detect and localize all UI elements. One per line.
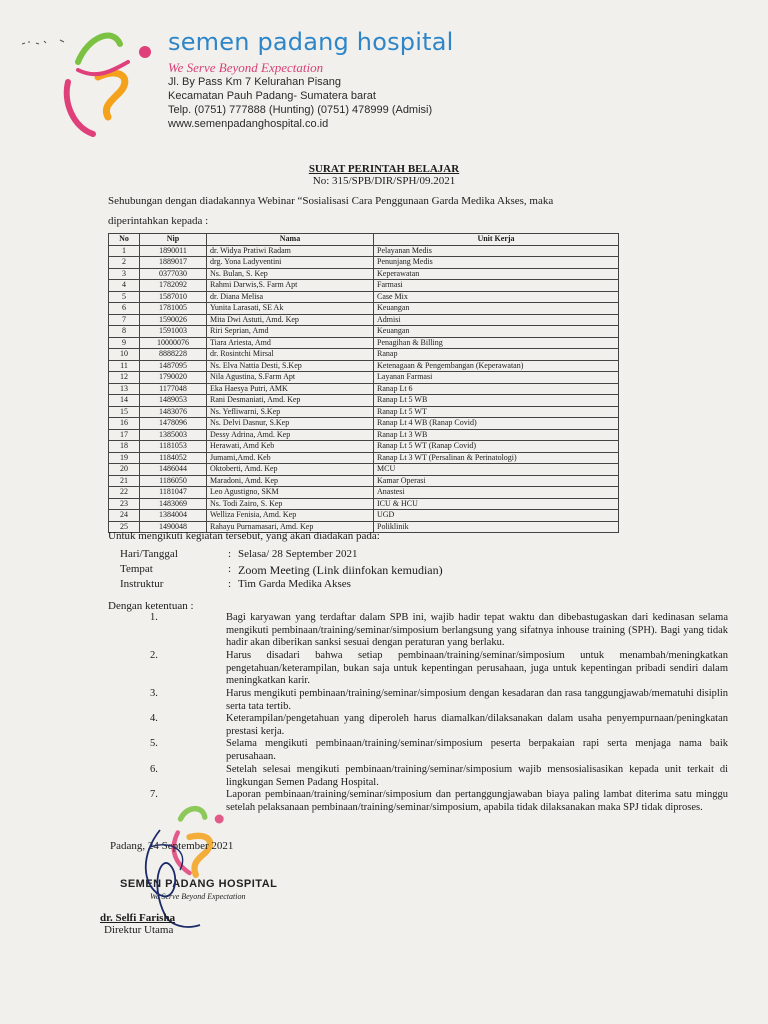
cell-no: 1 <box>109 245 140 257</box>
cell-unit: Anastesi <box>374 487 619 499</box>
provision-text: Harus disadari bahwa setiap pembinaan/training/seminar/simposium untuk menambah/meningkatkan pengetahuan/keterampilan, bukan saja untuk kepentingan perusahaan, juga untuk kepentingan pribadi sendiri dalam meningkatkan karir. <box>226 650 728 686</box>
intro-text: diperintahkan kepada : <box>108 215 209 227</box>
cell-no: 5 <box>109 291 140 303</box>
cell-nip: 1489053 <box>140 395 207 407</box>
cell-unit: MCU <box>374 464 619 476</box>
cell-unit: Ranap <box>374 349 619 361</box>
signer-name: dr. Selfi Farisha <box>100 912 176 924</box>
cell-nama: Rahayu Purnamasari, Amd. Kep <box>207 521 374 533</box>
table-row <box>109 360 619 372</box>
cell-unit: Ranap Lt 3 WB <box>374 429 619 441</box>
schedule-place: Zoom Meeting (Link diinfokan kemudian) <box>238 563 443 577</box>
cell-unit: Ranap Lt 6 <box>374 383 619 395</box>
cell-nama: dr. Rosintchi Mirsal <box>207 349 374 361</box>
hospital-logo-icon <box>58 22 158 142</box>
address-line: Jl. By Pass Km 7 Kelurahan Pisang <box>168 76 342 88</box>
table-header-row <box>109 234 619 246</box>
schedule-instructor: Tim Garda Medika Akses <box>238 578 351 590</box>
table-row <box>109 280 619 292</box>
cell-nama: Maradoni, Amd. Kep <box>207 475 374 487</box>
cell-nip: 8888228 <box>140 349 207 361</box>
table-row <box>109 303 619 315</box>
cell-nip: 1591003 <box>140 326 207 338</box>
signature-place-date: Padang, 24 September 2021 <box>110 840 234 852</box>
table-row <box>109 510 619 522</box>
cell-no: 18 <box>109 441 140 453</box>
cell-nama: Nila Agustina, S.Farm Apt <box>207 372 374 384</box>
cell-unit: Kamar Operasi <box>374 475 619 487</box>
cell-no: 13 <box>109 383 140 395</box>
cell-no: 7 <box>109 314 140 326</box>
cell-nama: Leo Agustigno, SKM <box>207 487 374 499</box>
provision-number: 3. <box>150 688 158 699</box>
cell-no: 9 <box>109 337 140 349</box>
provision-number: 6. <box>150 764 158 775</box>
cell-nip: 10000076 <box>140 337 207 349</box>
cell-nip: 1186050 <box>140 475 207 487</box>
cell-nama: Yunita Larasati, SE Ak <box>207 303 374 315</box>
provision-number: 4. <box>150 713 158 724</box>
cell-unit: UGD <box>374 510 619 522</box>
cell-no: 15 <box>109 406 140 418</box>
provision-text: Selama mengikuti pembinaan/training/seminar/simposium peserta berpakaian rapi serta menjaga nama baik perusahaan. <box>226 738 728 762</box>
cell-nip: 1782092 <box>140 280 207 292</box>
cell-no: 17 <box>109 429 140 441</box>
provision-text: Setelah selesai mengikuti pembinaan/training/seminar/simposium wajib mensosialisasikan kepada unit terkait di lingkungan Semen Padang Hospital. <box>226 764 728 788</box>
cell-nama: Welliza Fenisia, Amd. Kep <box>207 510 374 522</box>
table-row <box>109 406 619 418</box>
table-row <box>109 257 619 269</box>
provision-number: 2. <box>150 650 158 661</box>
cell-no: 22 <box>109 487 140 499</box>
intro-text: Sehubungan dengan diadakannya Webinar “Sosialisasi Cara Penggunaan Garda Medika Akses, maka <box>108 195 554 207</box>
table-row <box>109 464 619 476</box>
cell-unit: Penunjang Medis <box>374 257 619 269</box>
provision-text: Harus mengikuti pembinaan/training/seminar/simposium dengan kesadaran dan rasa tanggungjawab/mematuhi disiplin serta tata tertib. <box>226 688 728 712</box>
cell-unit: ICU & HCU <box>374 498 619 510</box>
cell-nip: 1177048 <box>140 383 207 395</box>
table-row <box>109 326 619 338</box>
cell-nama: dr. Widya Pratiwi Radam <box>207 245 374 257</box>
provision-number: 1. <box>150 612 158 623</box>
stamp-name: SEMEN PADANG HOSPITAL <box>120 878 278 890</box>
cell-nip: 1385003 <box>140 429 207 441</box>
cell-no: 24 <box>109 510 140 522</box>
cell-unit: Pelayanan Medis <box>374 245 619 257</box>
cell-no: 2 <box>109 257 140 269</box>
cell-no: 14 <box>109 395 140 407</box>
table-body <box>109 245 619 533</box>
cell-no: 11 <box>109 360 140 372</box>
letter-number: No: 315/SPB/DIR/SPH/09.2021 <box>312 175 456 187</box>
provisions-heading: Dengan ketentuan : <box>108 600 194 612</box>
cell-no: 12 <box>109 372 140 384</box>
cell-unit: Keperawatan <box>374 268 619 280</box>
cell-nama: drg. Yona Ladyventini <box>207 257 374 269</box>
cell-nip: 1490048 <box>140 521 207 533</box>
cell-unit: Ketenagaan & Pengembangan (Keperawatan) <box>374 360 619 372</box>
cell-nama: Eka Haesya Putri, AMK <box>207 383 374 395</box>
cell-nip: 0377030 <box>140 268 207 280</box>
cell-unit: Keuangan <box>374 326 619 338</box>
table-row <box>109 475 619 487</box>
cell-nama: Jumami,Amd. Keb <box>207 452 374 464</box>
cell-no: 20 <box>109 464 140 476</box>
column-header-unit: Unit Kerja <box>374 234 619 246</box>
table-row <box>109 452 619 464</box>
cell-no: 23 <box>109 498 140 510</box>
schedule-date: Selasa/ 28 September 2021 <box>238 548 358 560</box>
staff-table <box>108 233 619 533</box>
cell-nip: 1181053 <box>140 441 207 453</box>
schedule-label: Instruktur <box>120 578 164 590</box>
signer-position: Direktur Utama <box>104 924 174 936</box>
provision-text: Keterampilan/pengetahuan yang diperoleh harus diamalkan/dilaksanakan dalam usaha penyempurnaan/peningkatan prestasi kerja. <box>226 713 728 737</box>
cell-nip: 1486044 <box>140 464 207 476</box>
cell-nip: 1478096 <box>140 418 207 430</box>
cell-nama: Ns. Yefliwarni, S.Kep <box>207 406 374 418</box>
cell-no: 19 <box>109 452 140 464</box>
cell-no: 10 <box>109 349 140 361</box>
cell-nip: 1790020 <box>140 372 207 384</box>
cell-no: 8 <box>109 326 140 338</box>
cell-no: 16 <box>109 418 140 430</box>
letter-title: SURAT PERINTAH BELAJAR <box>308 163 460 175</box>
table-row <box>109 429 619 441</box>
cell-nama: Tiara Ariesta, Amd <box>207 337 374 349</box>
cell-nama: Herawati, Amd Keb <box>207 441 374 453</box>
cell-nama: Ns. Bulan, S. Kep <box>207 268 374 280</box>
stamp-tagline: We Serve Beyond Expectation <box>150 892 246 901</box>
cell-unit: Layanan Farmasi <box>374 372 619 384</box>
provision-text: Bagi karyawan yang terdaftar dalam SPB ini, wajib hadir tepat waktu dan dibebastugaskan dari kedinasan selama mengikuti pembinaan/training/seminar/simposium berlangsung yang sifatnya inhouse training (SPH). Bagi yang tidak hadir akan diberikan sanksi sesuai dengan peraturan yang berlaku. <box>226 612 728 648</box>
table-row <box>109 487 619 499</box>
table-row <box>109 337 619 349</box>
address-line: Kecamatan Pauh Padang- Sumatera barat <box>168 90 376 102</box>
column-header-no: No <box>109 234 140 246</box>
cell-nama: Ns. Elva Nattia Desti, S.Kep <box>207 360 374 372</box>
cell-unit: Ranap Lt 5 WT <box>374 406 619 418</box>
cell-no: 21 <box>109 475 140 487</box>
table-row <box>109 395 619 407</box>
schedule-colon: : <box>228 563 232 575</box>
schedule-label: Hari/Tanggal <box>120 548 178 560</box>
cell-no: 6 <box>109 303 140 315</box>
cell-unit: Ranap Lt 4 WB (Ranap Covid) <box>374 418 619 430</box>
cell-nip: 1487095 <box>140 360 207 372</box>
table-row <box>109 314 619 326</box>
cell-nama: Mita Dwi Astuti, Amd. Kep <box>207 314 374 326</box>
table-row <box>109 291 619 303</box>
schedule-intro: Untuk mengikuti kegiatan tersebut, yang akan diadakan pada: <box>108 530 380 542</box>
schedule-colon: : <box>228 548 232 560</box>
table-row <box>109 418 619 430</box>
cell-unit: Penagihan & Billing <box>374 337 619 349</box>
cell-unit: Ranap Lt 5 WT (Ranap Covid) <box>374 441 619 453</box>
cell-unit: Farmasi <box>374 280 619 292</box>
cell-nip: 1587010 <box>140 291 207 303</box>
table-row <box>109 268 619 280</box>
cell-nip: 1181047 <box>140 487 207 499</box>
cell-unit: Admisi <box>374 314 619 326</box>
cell-nip: 1483076 <box>140 406 207 418</box>
cell-nip: 1384004 <box>140 510 207 522</box>
cell-no: 25 <box>109 521 140 533</box>
table-row <box>109 498 619 510</box>
cell-nip: 1781005 <box>140 303 207 315</box>
cell-nama: Riri Seprian, Amd <box>207 326 374 338</box>
hospital-name: semen padang hospital <box>168 28 454 56</box>
website-line: www.semenpadanghospital.co.id <box>168 118 329 130</box>
cell-unit: Ranap Lt 3 WT (Persalinan & Perinatologi) <box>374 452 619 464</box>
cell-nip: 1483069 <box>140 498 207 510</box>
cell-unit: Ranap Lt 5 WB <box>374 395 619 407</box>
provision-text: Laporan pembinaan/training/seminar/simposium dan pertanggungjawaban biaya paling lambat diterima satu minggu setelah pelaksanaan pembinaan/training/seminar/simposium, apabila tidak dilaksanakan maka SPJ tidak diproses. <box>226 789 728 813</box>
cell-nama: dr. Diana Melisa <box>207 291 374 303</box>
table-row <box>109 383 619 395</box>
column-header-nama: Nama <box>207 234 374 246</box>
cell-nama: Rahmi Darwis,S. Farm Apt <box>207 280 374 292</box>
cell-nip: 1590026 <box>140 314 207 326</box>
provision-number: 5. <box>150 738 158 749</box>
column-header-nip: Nip <box>140 234 207 246</box>
table-row <box>109 372 619 384</box>
cell-nama: Ns. Todi Zairo, S. Kep <box>207 498 374 510</box>
table-row <box>109 441 619 453</box>
cell-nip: 1184052 <box>140 452 207 464</box>
hospital-tagline: We Serve Beyond Expectation <box>168 60 324 75</box>
table-row <box>109 349 619 361</box>
schedule-label: Tempat <box>120 563 153 575</box>
cell-nama: Rani Desmaniati, Amd. Kep <box>207 395 374 407</box>
cell-unit: Poliklinik <box>374 521 619 533</box>
phone-line: Telp. (0751) 777888 (Hunting) (0751) 478999 (Admisi) <box>168 104 433 116</box>
schedule-colon: : <box>228 578 232 590</box>
cell-no: 4 <box>109 280 140 292</box>
cell-nip: 1889017 <box>140 257 207 269</box>
cell-no: 3 <box>109 268 140 280</box>
table-row <box>109 245 619 257</box>
cell-nama: Dessy Adrina, Amd. Kep <box>207 429 374 441</box>
cell-unit: Case Mix <box>374 291 619 303</box>
provision-number: 7. <box>150 789 158 800</box>
cell-nama: Ns. Delvi Dasnur, S.Kep <box>207 418 374 430</box>
cell-unit: Keuangan <box>374 303 619 315</box>
cell-nip: 1890011 <box>140 245 207 257</box>
cell-nama: Oktoberti, Amd. Kep <box>207 464 374 476</box>
